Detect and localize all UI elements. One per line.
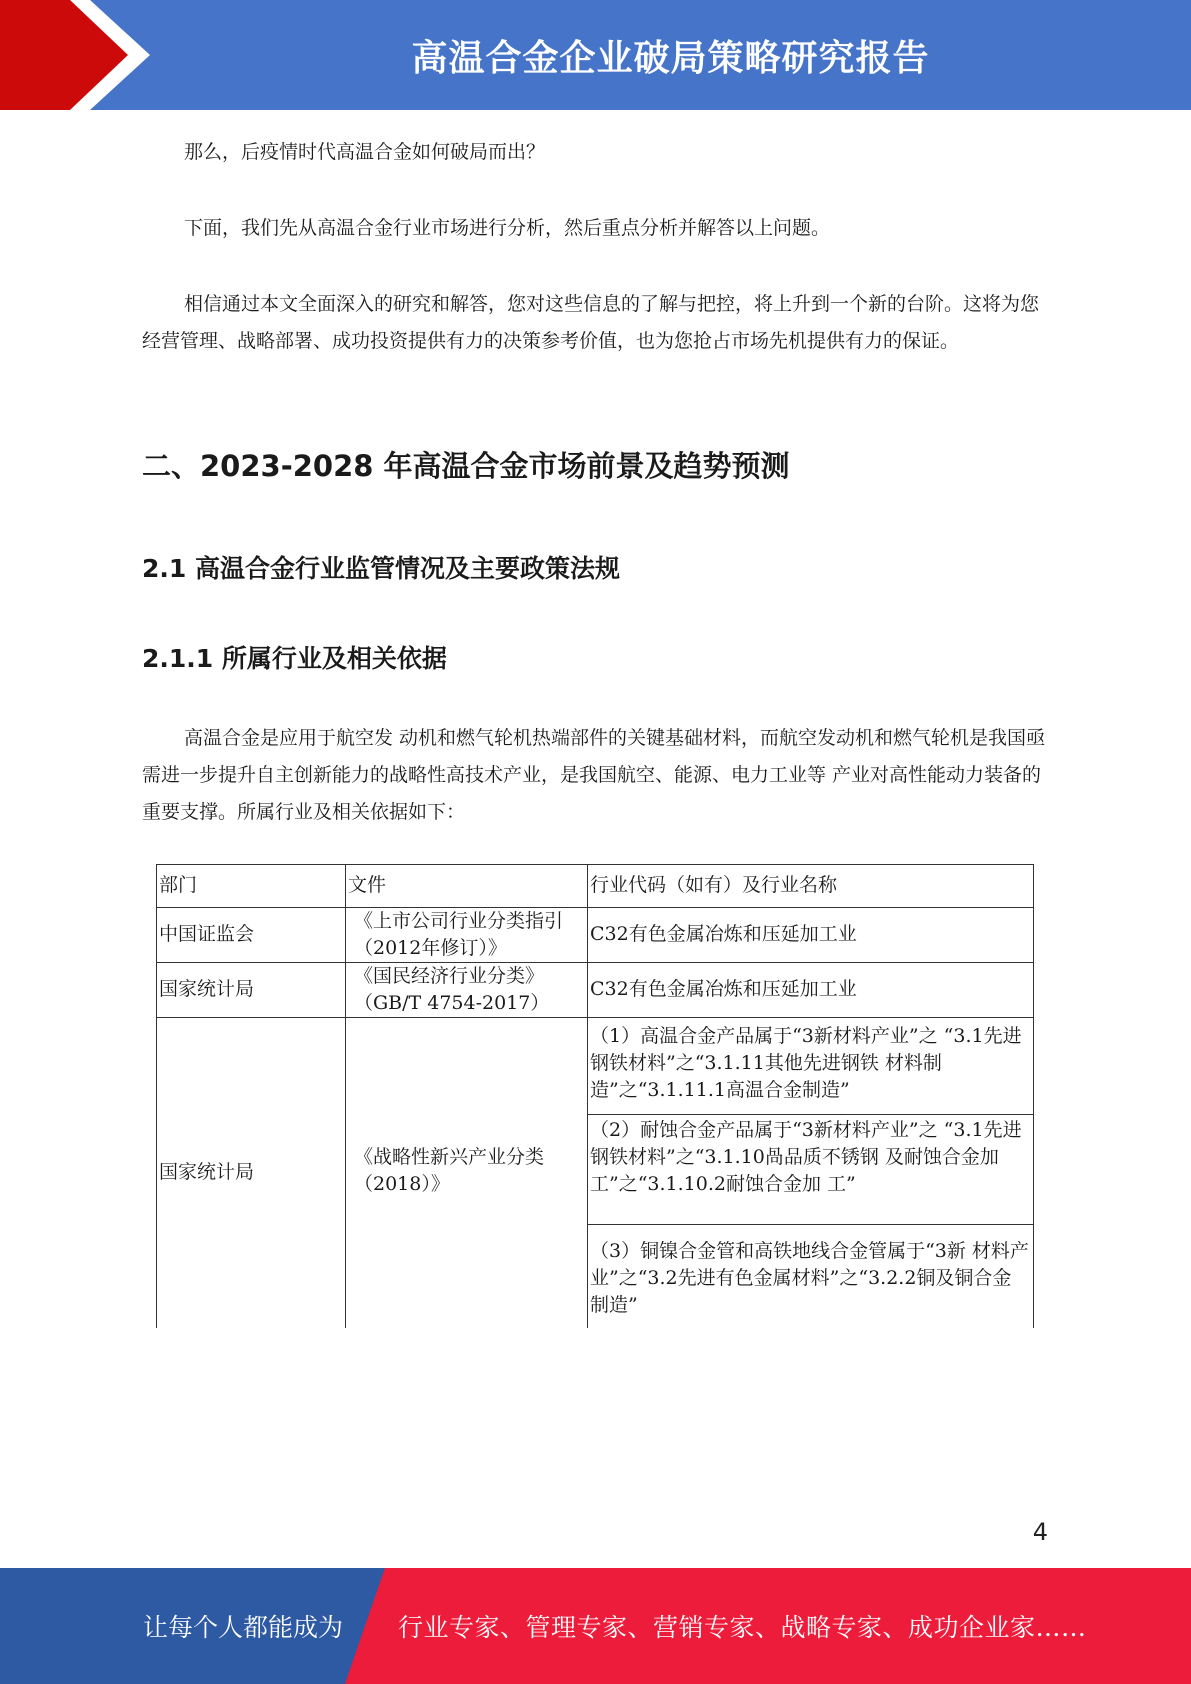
footer-slogan-left: 让每个人都能成为 — [143, 1613, 344, 1642]
table-cell-industry: C32有色金属冶炼和压延加工业 — [590, 923, 857, 945]
header-banner — [0, 0, 1191, 110]
report-title: 高温合金企业破局策略研究报告 — [411, 37, 930, 79]
table-cell-doc: 《上市公司行业分类指引（2012年修订）》 — [354, 910, 564, 959]
paragraph-industry: 高温合金是应用于航空发 动机和燃气轮机热端部件的关键基础材料，而航空发动机和燃气轮机是我国亟需进一步提升自主创新能力的战略性高技术产业，是我国航空、能源、电力工业等 产业对高性能动力装备的重要支撑。所属行业及相关依据如下： — [142, 727, 1046, 823]
header-chevron-icon — [0, 0, 160, 110]
table-cell-dept: 国家统计局 — [159, 978, 255, 1000]
subsubsection-heading: 2.1.1 所属行业及相关依据 — [142, 644, 447, 673]
footer-banner — [0, 1568, 1191, 1684]
table-cell-doc: 《战略性新兴产业分类（2018）》 — [354, 1146, 545, 1195]
table-cell-doc: 《国民经济行业分类》（GB/T 4754-2017） — [354, 965, 550, 1014]
subsection-heading: 2.1 高温合金行业监管情况及主要政策法规 — [142, 554, 620, 583]
paragraph-value: 相信通过本文全面深入的研究和解答，您对这些信息的了解与把控，将上升到一个新的台阶。这将为您经营管理、战略部署、成功投资提供有力的决策参考价值，也为您抢占市场先机提供有力的保证。 — [142, 293, 1040, 352]
page-number: 4 — [1032, 1518, 1048, 1546]
footer-slogan-right: 行业专家、管理专家、营销专家、战略专家、成功企业家…… — [398, 1613, 1087, 1642]
table-cell-industry-item: （1）高温合金产品属于“3新材料产业”之 “3.1先进钢铁材料”之“3.1.11其他先进钢铁 材料制造”之“3.1.11.1高温合金制造” — [590, 1025, 1022, 1101]
industry-classification-table — [156, 864, 1034, 1328]
section-heading: 二、2023-2028 年高温合金市场前景及趋势预测 — [142, 449, 790, 483]
paragraph-question: 那么，后疫情时代高温合金如何破局而出？ — [184, 141, 546, 163]
table-header-dept: 部门 — [159, 874, 198, 896]
table-cell-dept: 中国证监会 — [159, 923, 255, 945]
paragraph-intro: 下面，我们先从高温合金行业市场进行分析，然后重点分析并解答以上问题。 — [184, 217, 831, 239]
table-cell-industry: C32有色金属冶炼和压延加工业 — [590, 978, 857, 1000]
table-cell-industry-item: （3）铜镍合金管和高铁地线合金管属于“3新 材料产业”之“3.2先进有色金属材料”之“3.2.2铜及铜合金制造” — [590, 1240, 1029, 1316]
table-header-industry: 行业代码（如有）及行业名称 — [590, 874, 838, 896]
table-cell-dept: 国家统计局 — [159, 1161, 255, 1183]
table-cell-industry-item: （2）耐蚀合金产品属于“3新材料产业”之 “3.1先进钢铁材料”之“3.1.10咼品质不锈钢 及耐蚀合金加工”之“3.1.10.2耐蚀合金加 工” — [590, 1119, 1022, 1195]
table-header-doc: 文件 — [348, 874, 387, 896]
